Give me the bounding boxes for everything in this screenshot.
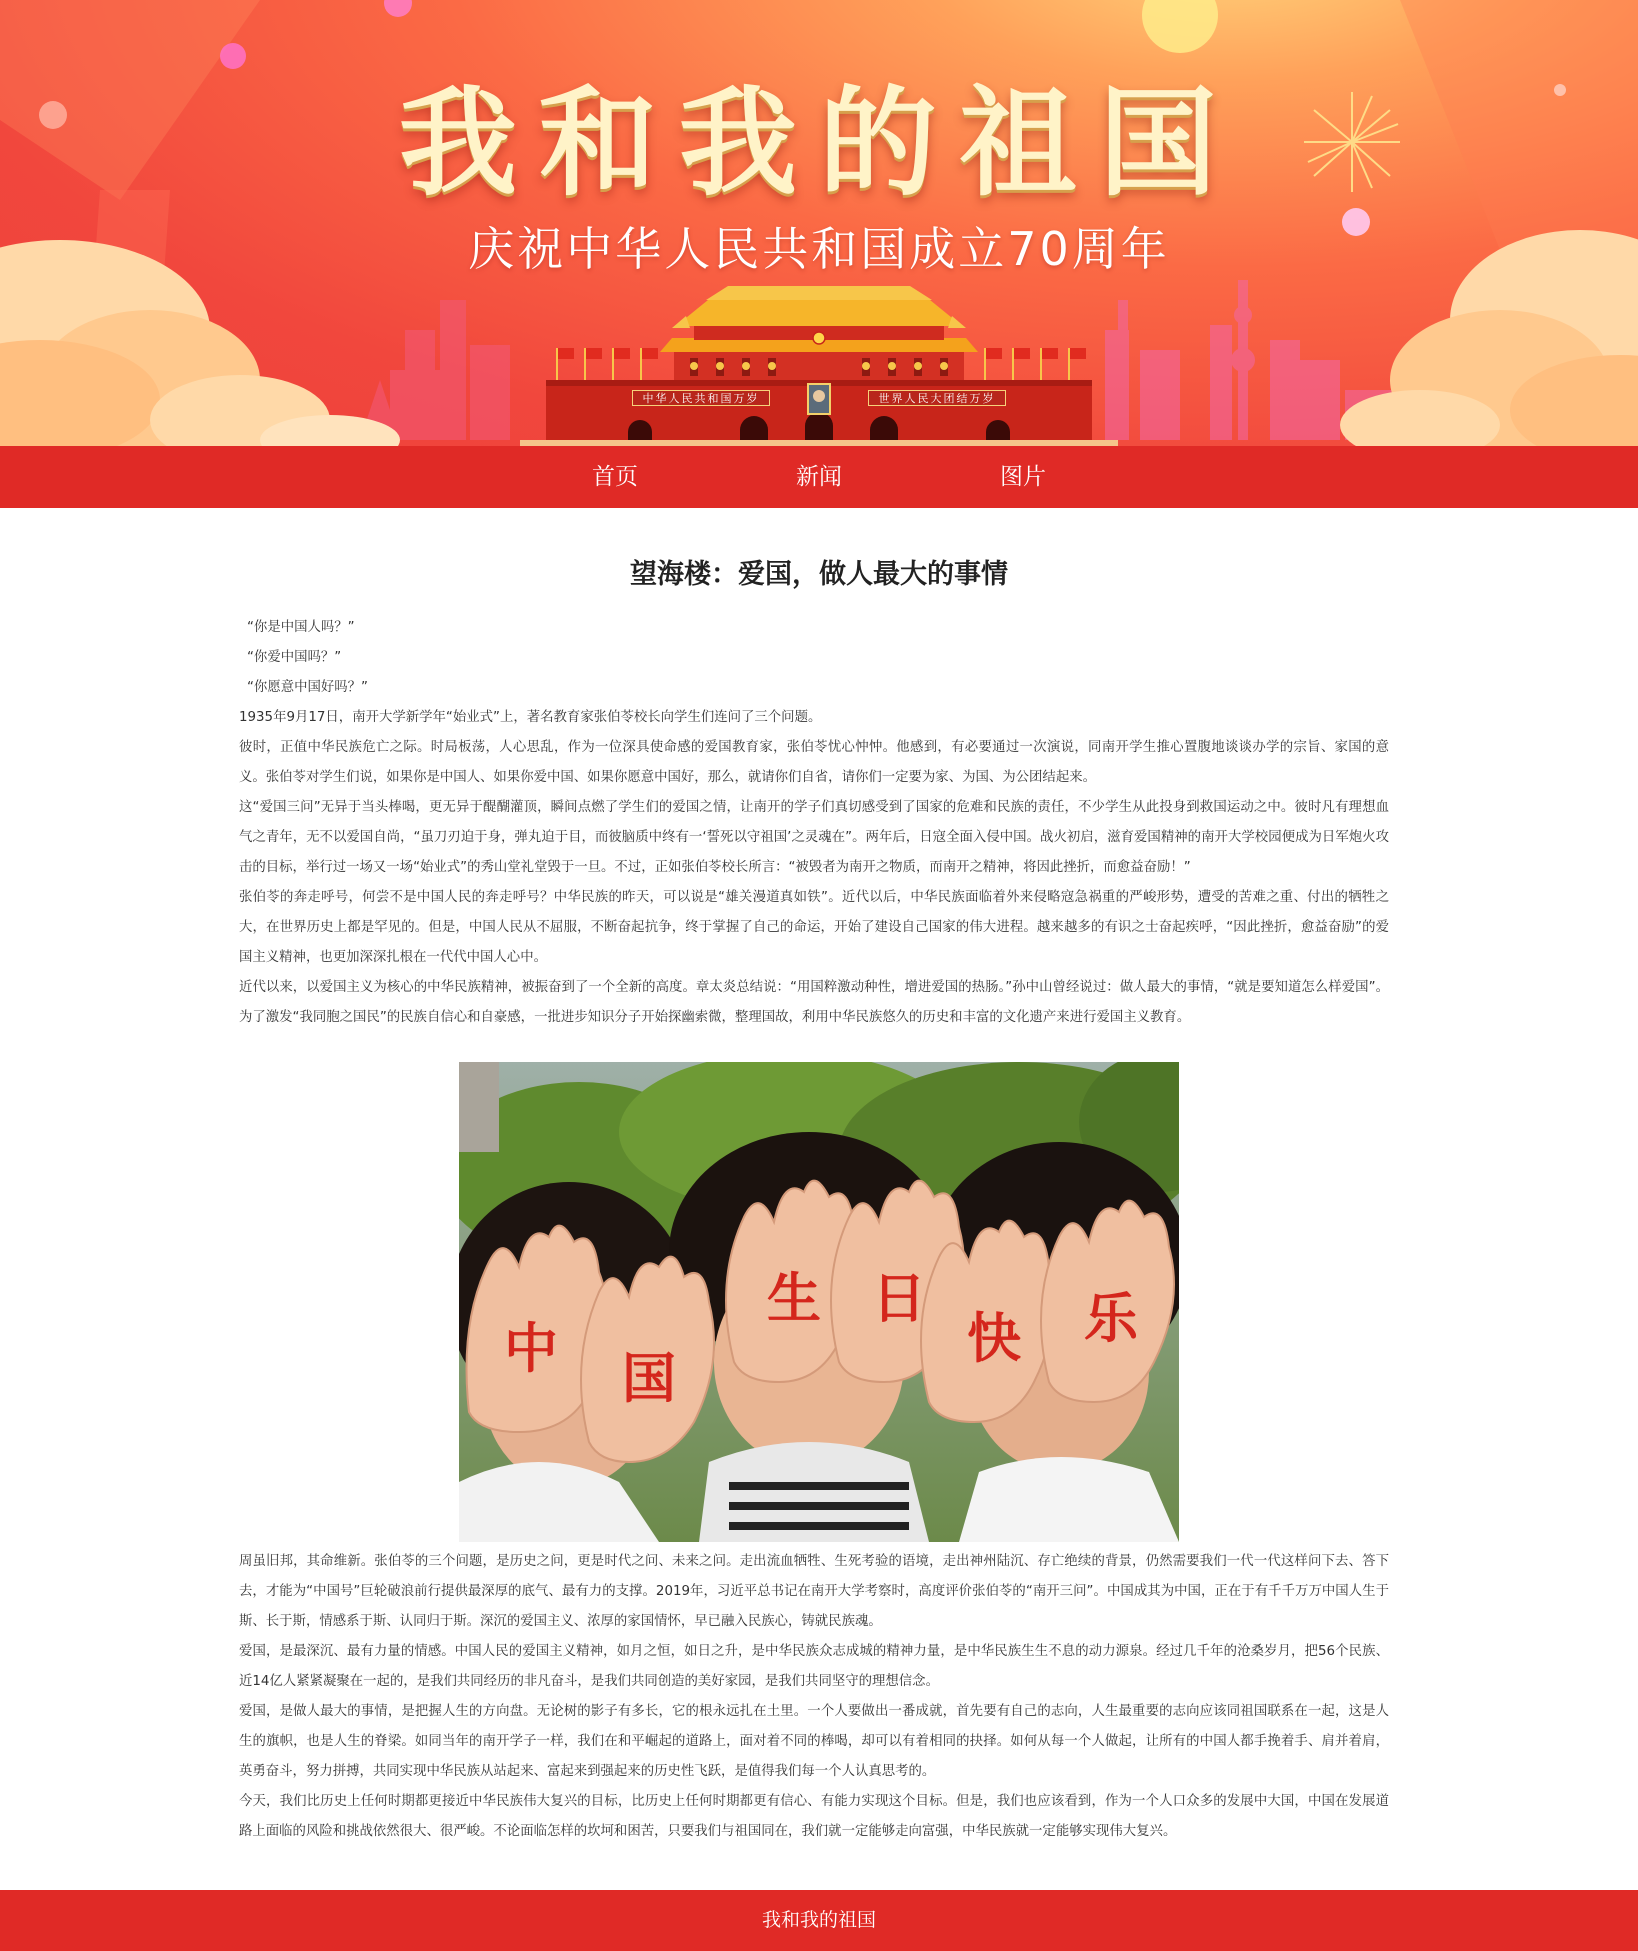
- gate-left-slogan: 中华人民共和国万岁: [632, 390, 770, 406]
- children-hands-photo: [459, 1062, 1179, 1542]
- article-paragraph: “你愿意中国好吗？”: [247, 680, 368, 695]
- article-paragraph: 近代以来，以爱国主义为核心的中华民族精神，被振奋到了一个全新的高度。章太炎总结说：“用国粹激动种性，增进爱国的热肠。”孙中山曾经说过：做人最大的事情，“就是要知道怎么样爱国”。为了激发“我同胞之国民”的民族自信心和自豪感，一批进步知识分子开始探幽索微，整理国故，利用中华民族悠久的历史和丰富的文化遗产来进行爱国主义教育。: [239, 980, 1389, 1025]
- article-paragraph: 这“爱国三问”无异于当头棒喝，更无异于醍醐灌顶，瞬间点燃了学生们的爱国之情，让南开的学子们真切感受到了国家的危难和民族的责任，不少学生从此投身到救国运动之中。彼时凡有理想血气之青年，无不以爱国自尚，“虽刀刃迫于身，弹丸迫于目，而彼脑质中终有一‘誓死以守祖国’之灵魂在”。两年后，日寇全面入侵中国。战火初启，滋育爱国精神的南开大学校园便成为日军炮火攻击的目标，举行过一场又一场“始业式”的秀山堂礼堂毁于一旦。不过，正如张伯苓校长所言：“被毁者为南开之物质，而南开之精神，将因此挫折，而愈益奋励！”: [239, 800, 1389, 875]
- main-nav: [0, 446, 1638, 508]
- article-paragraph: 1935年9月17日，南开大学新学年“始业式”上，著名教育家张伯苓校长向学生们连问了三个问题。: [239, 710, 822, 725]
- nav-item-news[interactable]: 新闻: [796, 464, 842, 490]
- article-photo: [459, 1062, 1179, 1542]
- banner-title: 我和我的祖国: [398, 73, 1239, 212]
- article-paragraph: “你爱中国吗？”: [247, 650, 342, 665]
- hand-char: 中: [504, 1316, 558, 1380]
- nav-item-pictures[interactable]: 图片: [1000, 464, 1046, 490]
- article-paragraph: 张伯苓的奔走呼号，何尝不是中国人民的奔走呼号？中华民族的昨天，可以说是“雄关漫道真如铁”。近代以后，中华民族面临着外来侵略寇急祸重的严峻形势，遭受的苦难之重、付出的牺牲之大，在世界历史上都是罕见的。但是，中国人民从不屈服，不断奋起抗争，终于掌握了自己的命运，开始了建设自己国家的伟大进程。越来越多的有识之士奋起疾呼，“因此挫折，愈益奋励”的爱国主义精神，也更加深深扎根在一代代中国人心中。: [239, 890, 1389, 965]
- hand-char: 快: [967, 1306, 1021, 1370]
- gate-right-slogan: 世界人民大团结万岁: [868, 390, 1006, 406]
- page-footer: [0, 1890, 1638, 1951]
- hand-char: 日: [872, 1266, 926, 1330]
- hand-char: 乐: [1084, 1286, 1138, 1350]
- article-paragraph: 爱国，是最深沉、最有力量的情感。中国人民的爱国主义精神，如月之恒，如日之升，是中华民族众志成城的精神力量，是中华民族生生不息的动力源泉。经过几千年的沧桑岁月，把56个民族、近14亿人紧紧凝聚在一起的，是我们共同经历的非凡奋斗，是我们共同创造的美好家园，是我们共同坚守的理想信念。: [239, 1644, 1389, 1689]
- banner-subtitle: 庆祝中华人民共和国成立70周年: [468, 222, 1170, 276]
- header-banner: [0, 0, 1638, 446]
- article-title: 望海楼：爱国，做人最大的事情: [630, 559, 1008, 590]
- article-paragraph: 爱国，是做人最大的事情，是把握人生的方向盘。无论树的影子有多长，它的根永远扎在土里。一个人要做出一番成就，首先要有自己的志向，人生最重要的志向应该同祖国联系在一起，这是人生的旗帜，也是人生的脊梁。如同当年的南开学子一样，我们在和平崛起的道路上，面对着不同的棒喝，却可以有着相同的抉择。如何从每一个人做起，让所有的中国人都手挽着手、肩并着肩，英勇奋斗，努力拼搏，共同实现中华民族从站起来、富起来到强起来的历史性飞跃，是值得我们每一个人认真思考的。: [239, 1704, 1389, 1779]
- article-paragraph: “你是中国人吗？”: [247, 620, 355, 635]
- nav-item-home[interactable]: 首页: [592, 464, 638, 490]
- article-paragraph: 周虽旧邦，其命维新。张伯苓的三个问题，是历史之问，更是时代之问、未来之问。走出流血牺牲、生死考验的语境，走出神州陆沉、存亡绝续的背景，仍然需要我们一代一代这样问下去、答下去，才能为“中国号”巨轮破浪前行提供最深厚的底气、最有力的支撑。2019年，习近平总书记在南开大学考察时，高度评价张伯苓的“南开三问”。中国成其为中国，正在于有千千万万中国人生于斯、长于斯，情感系于斯、认同归于斯。深沉的爱国主义、浓厚的家国情怀，早已融入民族心，铸就民族魂。: [239, 1554, 1389, 1629]
- hand-char: 生: [767, 1266, 821, 1330]
- footer-text: 我和我的祖国: [761, 1909, 876, 1931]
- article-paragraph: 彼时，正值中华民族危亡之际。时局板荡，人心思乱，作为一位深具使命感的爱国教育家，张伯苓忧心忡忡。他感到，有必要通过一次演说，同南开学生推心置腹地谈谈办学的宗旨、家国的意义。张伯苓对学生们说，如果你是中国人、如果你爱中国、如果你愿意中国好，那么，就请你们自省，请你们一定要为家、为国、为公团结起来。: [239, 740, 1389, 785]
- article-body: [239, 613, 1389, 1033]
- hand-char: 国: [622, 1346, 676, 1410]
- article-body-continued: [239, 1547, 1389, 1847]
- article-paragraph: 今天，我们比历史上任何时期都更接近中华民族伟大复兴的目标，比历史上任何时期都更有信心、有能力实现这个目标。但是，我们也应该看到，作为一个人口众多的发展中大国，中国在发展道路上面临的风险和挑战依然很大、很严峻。不论面临怎样的坎坷和困苦，只要我们与祖国同在，我们就一定能够走向富强，中华民族就一定能够实现伟大复兴。: [239, 1794, 1389, 1839]
